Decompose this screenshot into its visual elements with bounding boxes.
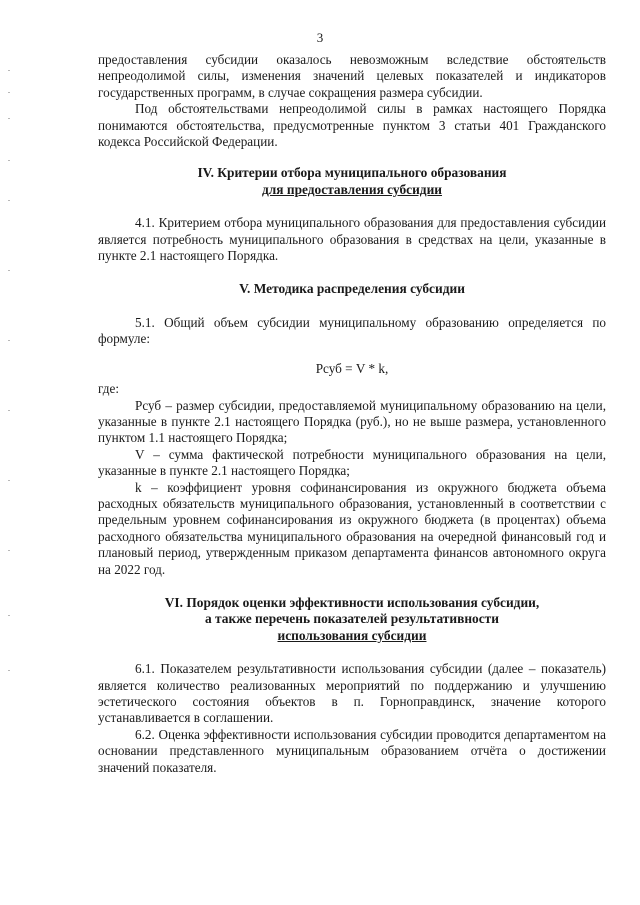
paragraph-4-1: 4.1. Критерием отбора муниципального образования для предоставления субсидии является потребность муниципального образования в средствах на цели, указанные в пункте 2.1 настоящего Порядка. (98, 215, 606, 264)
section-6-heading-line3: использования субсидии (277, 627, 427, 643)
where-label: где: (98, 381, 119, 397)
definition-p: Рсуб – размер субсидии, предоставляемой муниципальному образованию на цели, указанные в пункте 2.1 настоящего Порядка (руб.), но не выше размера, установленного пунктом 1.1 настоящего Порядка; (98, 397, 606, 446)
section-5-heading-line1: V. Методика распределения субсидии (239, 281, 465, 297)
formula: Рсуб = V * k, (315, 360, 389, 376)
paragraph-6-2: 6.2. Оценка эффективности использования субсидии проводится департаментом на основании представленного муниципальным образованием отчёта о достижении значений показателя. (98, 726, 606, 775)
document-body (98, 52, 606, 776)
definition-v: V – сумма фактической потребности муниципального образования на цели, указанные в пункте 2.1 настоящего Порядка; (98, 446, 606, 479)
section-5-heading (98, 281, 606, 297)
section-6-heading-line2: а также перечень показателей результативности (205, 611, 499, 627)
section-4-heading-line2: для предоставления субсидии (261, 181, 443, 197)
section-6-heading (98, 595, 606, 644)
definition-k: k – коэффициент уровня софинансирования из окружного бюджета объема расходных обязательств муниципального образования, установленный в соответствии с предельным уровнем софинансирования из окружного бюджета (в процентах) объема расходного обязательства муниципального образования на очередной финансовый год и плановый период, утвержденным приказом департамента финансов автономного округа на 2022 год. (98, 479, 606, 577)
section-6-heading-line1: VI. Порядок оценки эффективности использования субсидии, (164, 594, 540, 610)
paragraph-continuation: предоставления субсидии оказалось невозможным вследствие обстоятельств непреодолимой силы, изменения значений целевых показателей и индикаторов государственных программ, в случае сокращения размера субсидии. (98, 52, 606, 100)
section-4-heading-line1: IV. Критерии отбора муниципального образования (197, 165, 507, 181)
section-4-heading (98, 165, 606, 198)
page-number: 3 (316, 30, 324, 45)
paragraph-6-1: 6.1. Показателем результативности использования субсидии (далее – показатель) является количество реализованных мероприятий по поддержанию и улучшению эстетического состояния объектов в п. Горноправдинск, значение которого устанавливается в соглашении. (98, 661, 606, 726)
paragraph-5-1: 5.1. Общий объем субсидии муниципальному образованию определяется по формуле: (98, 314, 606, 347)
scan-margin-marks (8, 70, 12, 690)
paragraph-force-majeure: Под обстоятельствами непреодолимой силы в рамках настоящего Порядка понимаются обстоятельства, предусмотренные пунктом 3 статьи 401 Гражданского кодекса Российской Федерации. (98, 101, 606, 150)
